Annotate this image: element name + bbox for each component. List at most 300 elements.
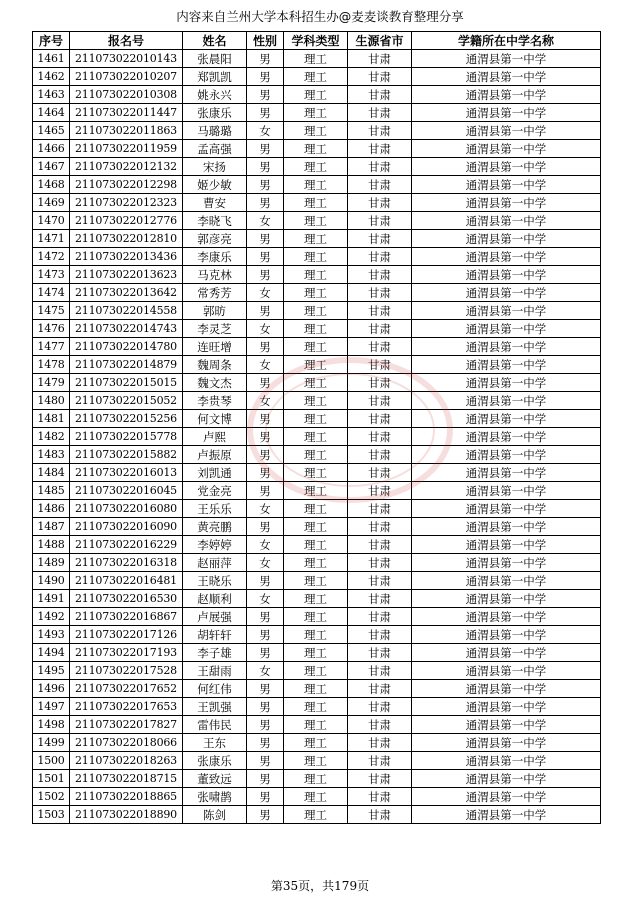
cell-gender: 女 xyxy=(247,590,284,608)
table-row xyxy=(33,446,601,464)
table-row xyxy=(33,518,601,536)
cell-serial: 1496 xyxy=(33,680,70,698)
cell-serial: 1491 xyxy=(33,590,70,608)
cell-province: 甘肃 xyxy=(348,284,412,302)
header-serial: 序号 xyxy=(33,32,70,50)
cell-province: 甘肃 xyxy=(348,140,412,158)
cell-gender: 女 xyxy=(247,356,284,374)
header-province: 生源省市 xyxy=(348,32,412,50)
cell-subject-type: 理工 xyxy=(284,500,348,518)
cell-registration-number: 211073022014558 xyxy=(70,302,183,320)
cell-name: 孟高强 xyxy=(183,140,247,158)
cell-serial: 1494 xyxy=(33,644,70,662)
cell-serial: 1483 xyxy=(33,446,70,464)
cell-province: 甘肃 xyxy=(348,554,412,572)
cell-school-name: 通渭县第一中学 xyxy=(412,734,601,752)
cell-registration-number: 211073022014780 xyxy=(70,338,183,356)
cell-gender: 男 xyxy=(247,374,284,392)
cell-school-name: 通渭县第一中学 xyxy=(412,716,601,734)
cell-serial: 1463 xyxy=(33,86,70,104)
cell-serial: 1499 xyxy=(33,734,70,752)
cell-registration-number: 211073022010308 xyxy=(70,86,183,104)
cell-name: 马璐璐 xyxy=(183,122,247,140)
cell-school-name: 通渭县第一中学 xyxy=(412,356,601,374)
cell-gender: 男 xyxy=(247,410,284,428)
cell-serial: 1498 xyxy=(33,716,70,734)
cell-registration-number: 211073022017126 xyxy=(70,626,183,644)
table-row xyxy=(33,554,601,572)
cell-gender: 男 xyxy=(247,68,284,86)
cell-school-name: 通渭县第一中学 xyxy=(412,194,601,212)
table-row xyxy=(33,320,601,338)
cell-subject-type: 理工 xyxy=(284,266,348,284)
cell-serial: 1492 xyxy=(33,608,70,626)
cell-gender: 男 xyxy=(247,698,284,716)
cell-registration-number: 211073022012298 xyxy=(70,176,183,194)
cell-subject-type: 理工 xyxy=(284,104,348,122)
cell-name: 王甜雨 xyxy=(183,662,247,680)
cell-province: 甘肃 xyxy=(348,410,412,428)
cell-province: 甘肃 xyxy=(348,158,412,176)
cell-gender: 男 xyxy=(247,626,284,644)
cell-gender: 男 xyxy=(247,104,284,122)
cell-name: 董致远 xyxy=(183,770,247,788)
cell-name: 常秀芳 xyxy=(183,284,247,302)
cell-subject-type: 理工 xyxy=(284,356,348,374)
cell-registration-number: 211073022015256 xyxy=(70,410,183,428)
cell-gender: 男 xyxy=(247,446,284,464)
cell-name: 郑凯凯 xyxy=(183,68,247,86)
cell-gender: 女 xyxy=(247,500,284,518)
table-body xyxy=(33,50,601,824)
cell-gender: 男 xyxy=(247,338,284,356)
cell-province: 甘肃 xyxy=(348,608,412,626)
cell-serial: 1485 xyxy=(33,482,70,500)
cell-name: 王凯强 xyxy=(183,698,247,716)
cell-school-name: 通渭县第一中学 xyxy=(412,464,601,482)
table-row xyxy=(33,122,601,140)
cell-serial: 1486 xyxy=(33,500,70,518)
cell-province: 甘肃 xyxy=(348,104,412,122)
table-row xyxy=(33,662,601,680)
table-row xyxy=(33,482,601,500)
cell-name: 何文博 xyxy=(183,410,247,428)
cell-school-name: 通渭县第一中学 xyxy=(412,266,601,284)
cell-serial: 1466 xyxy=(33,140,70,158)
cell-gender: 男 xyxy=(247,176,284,194)
cell-province: 甘肃 xyxy=(348,464,412,482)
cell-registration-number: 211073022015015 xyxy=(70,374,183,392)
cell-name: 卢振原 xyxy=(183,446,247,464)
cell-name: 李婷婷 xyxy=(183,536,247,554)
cell-registration-number: 211073022018263 xyxy=(70,752,183,770)
cell-registration-number: 211073022015052 xyxy=(70,392,183,410)
cell-province: 甘肃 xyxy=(348,752,412,770)
table-row xyxy=(33,68,601,86)
cell-school-name: 通渭县第一中学 xyxy=(412,572,601,590)
cell-school-name: 通渭县第一中学 xyxy=(412,104,601,122)
cell-province: 甘肃 xyxy=(348,392,412,410)
cell-gender: 男 xyxy=(247,518,284,536)
cell-serial: 1476 xyxy=(33,320,70,338)
cell-school-name: 通渭县第一中学 xyxy=(412,662,601,680)
cell-subject-type: 理工 xyxy=(284,338,348,356)
cell-subject-type: 理工 xyxy=(284,518,348,536)
table-row xyxy=(33,338,601,356)
cell-province: 甘肃 xyxy=(348,266,412,284)
cell-province: 甘肃 xyxy=(348,302,412,320)
cell-serial: 1490 xyxy=(33,572,70,590)
cell-name: 卢展强 xyxy=(183,608,247,626)
cell-subject-type: 理工 xyxy=(284,284,348,302)
cell-school-name: 通渭县第一中学 xyxy=(412,518,601,536)
cell-province: 甘肃 xyxy=(348,68,412,86)
table-row xyxy=(33,626,601,644)
cell-gender: 女 xyxy=(247,284,284,302)
cell-province: 甘肃 xyxy=(348,788,412,806)
cell-province: 甘肃 xyxy=(348,482,412,500)
table-row xyxy=(33,230,601,248)
cell-school-name: 通渭县第一中学 xyxy=(412,212,601,230)
cell-registration-number: 211073022016013 xyxy=(70,464,183,482)
cell-registration-number: 211073022016481 xyxy=(70,572,183,590)
cell-registration-number: 211073022016090 xyxy=(70,518,183,536)
cell-serial: 1482 xyxy=(33,428,70,446)
table-row xyxy=(33,500,601,518)
cell-name: 李贵琴 xyxy=(183,392,247,410)
cell-registration-number: 211073022016080 xyxy=(70,500,183,518)
cell-serial: 1477 xyxy=(33,338,70,356)
header-registration-number: 报名号 xyxy=(70,32,183,50)
cell-province: 甘肃 xyxy=(348,356,412,374)
cell-serial: 1493 xyxy=(33,626,70,644)
cell-province: 甘肃 xyxy=(348,572,412,590)
cell-gender: 男 xyxy=(247,680,284,698)
cell-subject-type: 理工 xyxy=(284,572,348,590)
cell-gender: 男 xyxy=(247,428,284,446)
cell-registration-number: 211073022015882 xyxy=(70,446,183,464)
cell-school-name: 通渭县第一中学 xyxy=(412,788,601,806)
cell-school-name: 通渭县第一中学 xyxy=(412,374,601,392)
admission-roster-table xyxy=(32,31,601,824)
cell-subject-type: 理工 xyxy=(284,86,348,104)
cell-serial: 1503 xyxy=(33,806,70,824)
cell-school-name: 通渭县第一中学 xyxy=(412,248,601,266)
cell-subject-type: 理工 xyxy=(284,770,348,788)
cell-gender: 男 xyxy=(247,194,284,212)
cell-province: 甘肃 xyxy=(348,176,412,194)
cell-province: 甘肃 xyxy=(348,320,412,338)
cell-name: 张啸鹊 xyxy=(183,788,247,806)
cell-name: 郭彦亮 xyxy=(183,230,247,248)
cell-serial: 1471 xyxy=(33,230,70,248)
cell-gender: 女 xyxy=(247,122,284,140)
cell-serial: 1467 xyxy=(33,158,70,176)
table-row xyxy=(33,302,601,320)
cell-gender: 男 xyxy=(247,302,284,320)
cell-name: 张康乐 xyxy=(183,104,247,122)
cell-province: 甘肃 xyxy=(348,770,412,788)
cell-gender: 男 xyxy=(247,608,284,626)
cell-subject-type: 理工 xyxy=(284,176,348,194)
cell-subject-type: 理工 xyxy=(284,446,348,464)
cell-name: 李晓飞 xyxy=(183,212,247,230)
cell-subject-type: 理工 xyxy=(284,428,348,446)
cell-registration-number: 211073022016867 xyxy=(70,608,183,626)
cell-gender: 男 xyxy=(247,140,284,158)
table-row xyxy=(33,788,601,806)
cell-province: 甘肃 xyxy=(348,644,412,662)
table-row xyxy=(33,50,601,68)
cell-registration-number: 211073022012323 xyxy=(70,194,183,212)
cell-school-name: 通渭县第一中学 xyxy=(412,698,601,716)
header-school-name: 学籍所在中学名称 xyxy=(412,32,601,50)
cell-registration-number: 211073022012776 xyxy=(70,212,183,230)
cell-serial: 1465 xyxy=(33,122,70,140)
cell-name: 曹安 xyxy=(183,194,247,212)
cell-name: 宋扬 xyxy=(183,158,247,176)
page-footer: 第35页，共179页 xyxy=(270,879,370,893)
cell-registration-number: 211073022016318 xyxy=(70,554,183,572)
cell-registration-number: 211073022018890 xyxy=(70,806,183,824)
cell-registration-number: 211073022012132 xyxy=(70,158,183,176)
cell-province: 甘肃 xyxy=(348,428,412,446)
cell-registration-number: 211073022015778 xyxy=(70,428,183,446)
cell-name: 姚永兴 xyxy=(183,86,247,104)
cell-province: 甘肃 xyxy=(348,734,412,752)
cell-province: 甘肃 xyxy=(348,716,412,734)
table-row xyxy=(33,104,601,122)
cell-registration-number: 211073022011447 xyxy=(70,104,183,122)
table-row xyxy=(33,734,601,752)
table-row xyxy=(33,374,601,392)
cell-school-name: 通渭县第一中学 xyxy=(412,590,601,608)
cell-subject-type: 理工 xyxy=(284,590,348,608)
table-row xyxy=(33,176,601,194)
table-row xyxy=(33,752,601,770)
cell-serial: 1461 xyxy=(33,50,70,68)
cell-registration-number: 211073022012810 xyxy=(70,230,183,248)
cell-gender: 女 xyxy=(247,554,284,572)
cell-gender: 女 xyxy=(247,662,284,680)
cell-subject-type: 理工 xyxy=(284,788,348,806)
header-name: 姓名 xyxy=(183,32,247,50)
cell-subject-type: 理工 xyxy=(284,662,348,680)
cell-subject-type: 理工 xyxy=(284,464,348,482)
cell-gender: 男 xyxy=(247,788,284,806)
cell-school-name: 通渭县第一中学 xyxy=(412,158,601,176)
cell-subject-type: 理工 xyxy=(284,248,348,266)
cell-province: 甘肃 xyxy=(348,50,412,68)
cell-registration-number: 211073022016530 xyxy=(70,590,183,608)
cell-serial: 1500 xyxy=(33,752,70,770)
cell-serial: 1479 xyxy=(33,374,70,392)
cell-name: 张康乐 xyxy=(183,752,247,770)
table-row xyxy=(33,194,601,212)
cell-school-name: 通渭县第一中学 xyxy=(412,302,601,320)
cell-registration-number: 211073022017193 xyxy=(70,644,183,662)
cell-gender: 女 xyxy=(247,392,284,410)
cell-province: 甘肃 xyxy=(348,590,412,608)
cell-province: 甘肃 xyxy=(348,122,412,140)
table-row xyxy=(33,680,601,698)
table-row xyxy=(33,536,601,554)
cell-name: 王晓乐 xyxy=(183,572,247,590)
cell-name: 李灵芝 xyxy=(183,320,247,338)
cell-school-name: 通渭县第一中学 xyxy=(412,428,601,446)
table-row xyxy=(33,86,601,104)
cell-serial: 1480 xyxy=(33,392,70,410)
cell-school-name: 通渭县第一中学 xyxy=(412,644,601,662)
cell-name: 姬少敏 xyxy=(183,176,247,194)
cell-registration-number: 211073022011863 xyxy=(70,122,183,140)
cell-province: 甘肃 xyxy=(348,500,412,518)
header-subject-type: 学科类型 xyxy=(284,32,348,50)
cell-gender: 男 xyxy=(247,266,284,284)
table-row xyxy=(33,356,601,374)
cell-registration-number: 211073022017652 xyxy=(70,680,183,698)
cell-subject-type: 理工 xyxy=(284,734,348,752)
cell-registration-number: 211073022014743 xyxy=(70,320,183,338)
table-row xyxy=(33,410,601,428)
cell-registration-number: 211073022018066 xyxy=(70,734,183,752)
cell-gender: 男 xyxy=(247,572,284,590)
cell-subject-type: 理工 xyxy=(284,140,348,158)
cell-gender: 男 xyxy=(247,248,284,266)
cell-serial: 1474 xyxy=(33,284,70,302)
cell-school-name: 通渭县第一中学 xyxy=(412,554,601,572)
cell-name: 连旺增 xyxy=(183,338,247,356)
cell-gender: 男 xyxy=(247,230,284,248)
cell-subject-type: 理工 xyxy=(284,680,348,698)
cell-gender: 男 xyxy=(247,464,284,482)
cell-subject-type: 理工 xyxy=(284,626,348,644)
cell-school-name: 通渭县第一中学 xyxy=(412,176,601,194)
cell-school-name: 通渭县第一中学 xyxy=(412,608,601,626)
cell-registration-number: 211073022017528 xyxy=(70,662,183,680)
cell-serial: 1488 xyxy=(33,536,70,554)
cell-province: 甘肃 xyxy=(348,446,412,464)
cell-province: 甘肃 xyxy=(348,248,412,266)
cell-gender: 男 xyxy=(247,158,284,176)
cell-gender: 男 xyxy=(247,752,284,770)
cell-school-name: 通渭县第一中学 xyxy=(412,752,601,770)
cell-province: 甘肃 xyxy=(348,194,412,212)
cell-serial: 1484 xyxy=(33,464,70,482)
cell-subject-type: 理工 xyxy=(284,698,348,716)
cell-gender: 女 xyxy=(247,536,284,554)
cell-name: 党金亮 xyxy=(183,482,247,500)
table-row xyxy=(33,284,601,302)
table-row xyxy=(33,212,601,230)
cell-subject-type: 理工 xyxy=(284,50,348,68)
cell-gender: 男 xyxy=(247,734,284,752)
cell-registration-number: 211073022013642 xyxy=(70,284,183,302)
cell-gender: 男 xyxy=(247,644,284,662)
cell-school-name: 通渭县第一中学 xyxy=(412,50,601,68)
cell-school-name: 通渭县第一中学 xyxy=(412,284,601,302)
cell-registration-number: 21107302201014​3 xyxy=(70,50,183,68)
cell-province: 甘肃 xyxy=(348,698,412,716)
table-row xyxy=(33,248,601,266)
cell-name: 胡轩轩 xyxy=(183,626,247,644)
cell-serial: 1469 xyxy=(33,194,70,212)
cell-school-name: 通渭县第一中学 xyxy=(412,86,601,104)
cell-subject-type: 理工 xyxy=(284,752,348,770)
cell-registration-number: 211073022018715 xyxy=(70,770,183,788)
cell-province: 甘肃 xyxy=(348,626,412,644)
cell-name: 李康乐 xyxy=(183,248,247,266)
cell-province: 甘肃 xyxy=(348,536,412,554)
cell-gender: 男 xyxy=(247,50,284,68)
cell-gender: 男 xyxy=(247,770,284,788)
table-row xyxy=(33,572,601,590)
cell-school-name: 通渭县第一中学 xyxy=(412,770,601,788)
cell-name: 王东 xyxy=(183,734,247,752)
cell-subject-type: 理工 xyxy=(284,320,348,338)
table-row xyxy=(33,464,601,482)
cell-registration-number: 211073022014879 xyxy=(70,356,183,374)
cell-serial: 1468 xyxy=(33,176,70,194)
cell-subject-type: 理工 xyxy=(284,608,348,626)
cell-serial: 1462 xyxy=(33,68,70,86)
table-row xyxy=(33,770,601,788)
cell-name: 魏文杰 xyxy=(183,374,247,392)
cell-name: 马克林 xyxy=(183,266,247,284)
cell-subject-type: 理工 xyxy=(284,158,348,176)
cell-name: 王乐乐 xyxy=(183,500,247,518)
cell-name: 赵顺利 xyxy=(183,590,247,608)
cell-subject-type: 理工 xyxy=(284,194,348,212)
cell-subject-type: 理工 xyxy=(284,716,348,734)
cell-registration-number: 211073022010207 xyxy=(70,68,183,86)
cell-registration-number: 211073022018865 xyxy=(70,788,183,806)
cell-school-name: 通渭县第一中学 xyxy=(412,410,601,428)
cell-name: 李子雄 xyxy=(183,644,247,662)
table-row xyxy=(33,266,601,284)
cell-name: 赵丽萍 xyxy=(183,554,247,572)
table-row xyxy=(33,806,601,824)
cell-gender: 男 xyxy=(247,806,284,824)
cell-serial: 1472 xyxy=(33,248,70,266)
document-title: 内容来自兰州大学本科招生办@麦麦谈教育整理分享 xyxy=(176,9,464,24)
table-header-row xyxy=(33,32,601,50)
cell-name: 雷伟民 xyxy=(183,716,247,734)
cell-province: 甘肃 xyxy=(348,518,412,536)
cell-subject-type: 理工 xyxy=(284,212,348,230)
cell-name: 陈剑 xyxy=(183,806,247,824)
table-row xyxy=(33,158,601,176)
cell-province: 甘肃 xyxy=(348,230,412,248)
cell-province: 甘肃 xyxy=(348,338,412,356)
cell-registration-number: 211073022016045 xyxy=(70,482,183,500)
cell-subject-type: 理工 xyxy=(284,644,348,662)
header-gender: 性别 xyxy=(247,32,284,50)
cell-registration-number: 211073022017653 xyxy=(70,698,183,716)
cell-gender: 女 xyxy=(247,320,284,338)
table-row xyxy=(33,590,601,608)
cell-name: 黄亮鹏 xyxy=(183,518,247,536)
cell-gender: 男 xyxy=(247,716,284,734)
cell-school-name: 通渭县第一中学 xyxy=(412,806,601,824)
cell-school-name: 通渭县第一中学 xyxy=(412,230,601,248)
cell-school-name: 通渭县第一中学 xyxy=(412,140,601,158)
cell-gender: 女 xyxy=(247,212,284,230)
cell-school-name: 通渭县第一中学 xyxy=(412,122,601,140)
cell-school-name: 通渭县第一中学 xyxy=(412,680,601,698)
table-row xyxy=(33,716,601,734)
cell-registration-number: 211073022013623 xyxy=(70,266,183,284)
